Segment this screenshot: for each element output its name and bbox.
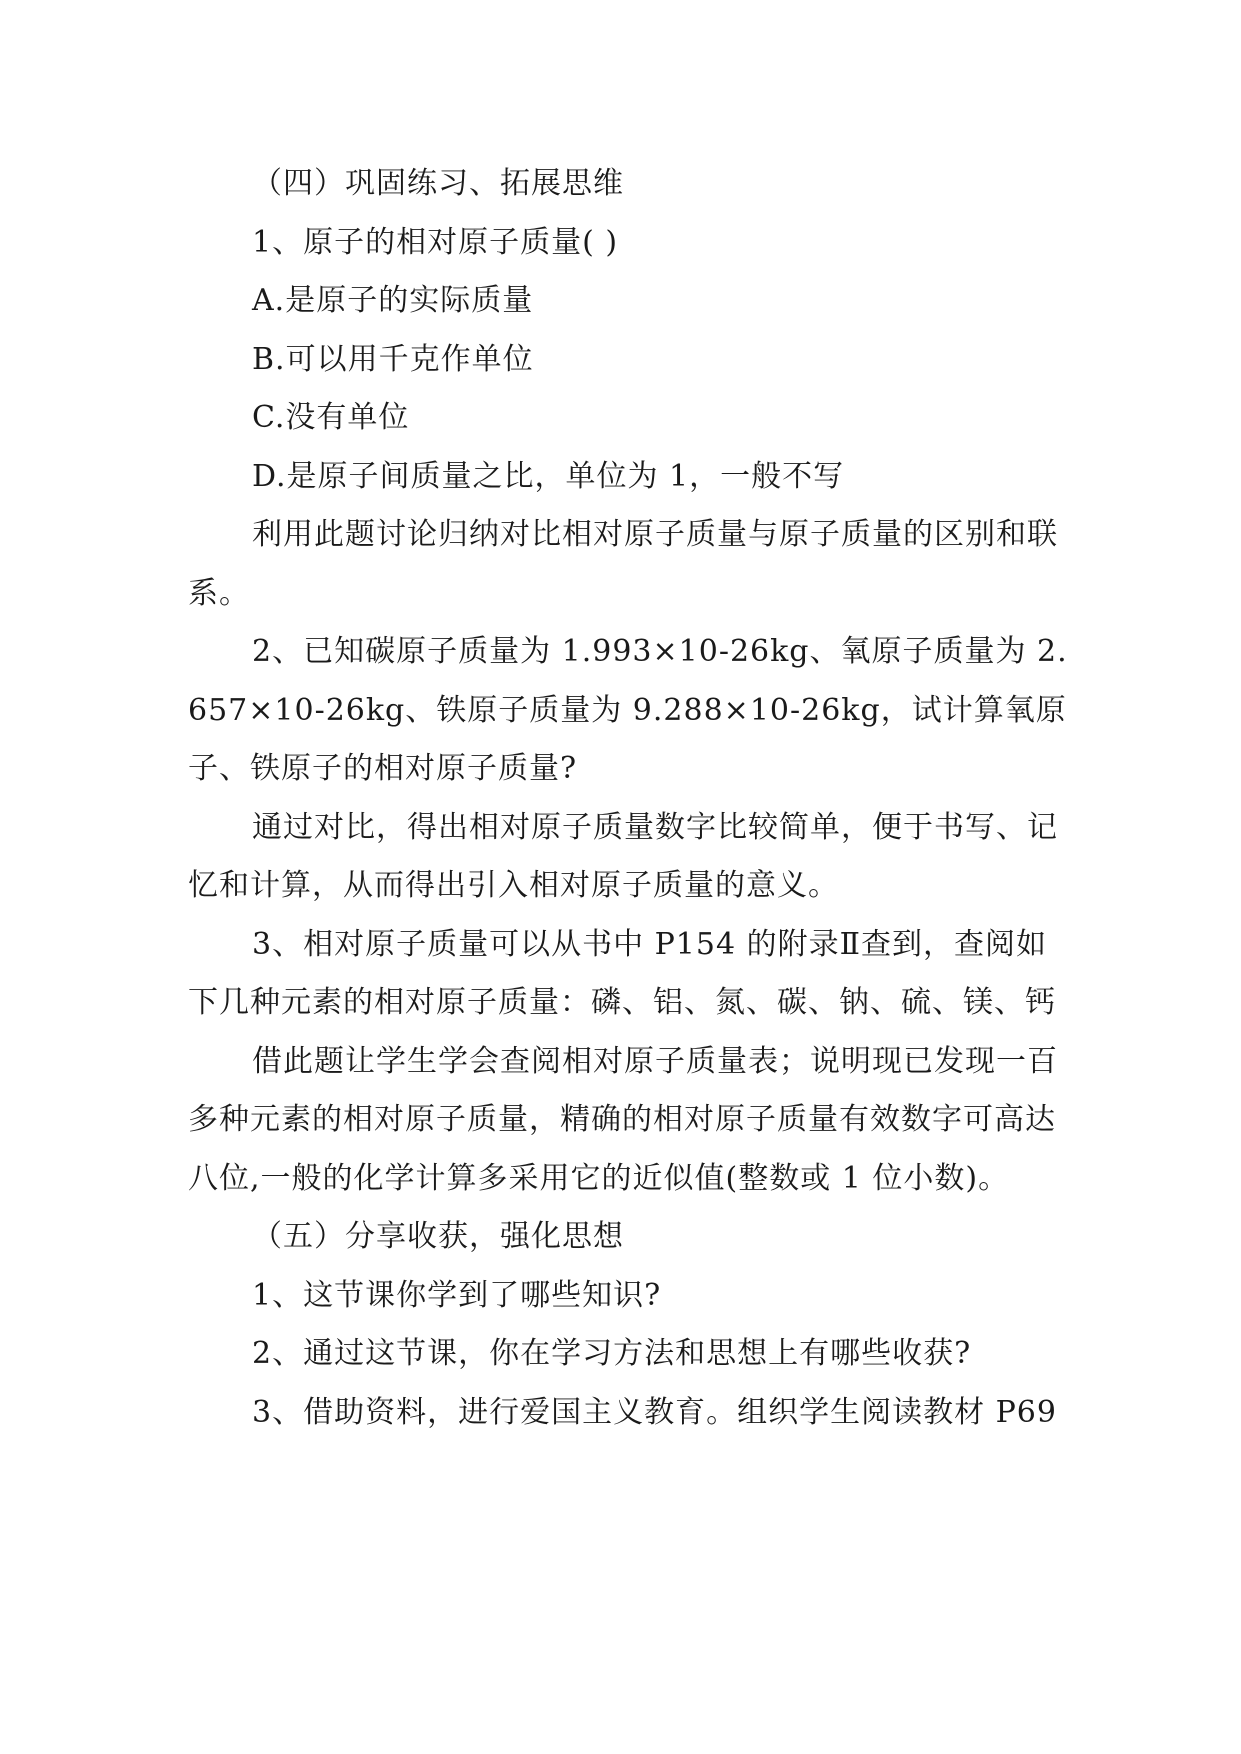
question-1-note: 利用此题讨论归纳对比相对原子质量与原子质量的区别和联系。 bbox=[188, 517, 1058, 611]
question-1: 1、原子的相对原子质量( ) bbox=[252, 224, 619, 260]
document-body bbox=[188, 155, 1068, 1442]
share-item-2: 2、通过这节课，你在学习方法和思想上有哪些收获? bbox=[252, 1336, 972, 1371]
section-heading-consolidation: （四）巩固练习、拓展思维 bbox=[252, 166, 624, 201]
share-item-3: 3、借助资料，进行爱国主义教育。组织学生阅读教材 P69 bbox=[252, 1394, 1057, 1430]
question-2: 2、已知碳原子质量为 1.993×10-26kg、氧原子质量为 2.657×10-26kg、铁原子质量为 9.288×10-26kg，试计算氧原子、铁原子的相对原子质量? bbox=[188, 634, 1068, 786]
share-item-1: 1、这节课你学到了哪些知识? bbox=[252, 1277, 662, 1313]
option-a: A.是原子的实际质量 bbox=[252, 283, 534, 318]
option-d: D.是原子间质量之比，单位为 1，一般不写 bbox=[252, 458, 845, 494]
option-b: B.可以用千克作单位 bbox=[252, 341, 534, 377]
question-3-note: 借此题让学生学会查阅相对原子质量表；说明现已发现一百多种元素的相对原子质量，精确的相对原子质量有效数字可高达八位,一般的化学计算多采用它的近似值(整数或 1 位小数)。 bbox=[188, 1043, 1058, 1196]
question-2-note: 通过对比，得出相对原子质量数字比较简单，便于书写、记忆和计算，从而得出引入相对原子质量的意义。 bbox=[188, 809, 1058, 903]
question-3: 3、相对原子质量可以从书中 P154 的附录Ⅱ查到，查阅如下几种元素的相对原子质量：磷、铝、氮、碳、钠、硫、镁、钙 bbox=[188, 926, 1056, 1020]
option-c: C.没有单位 bbox=[252, 400, 410, 435]
section-heading-share: （五）分享收获，强化思想 bbox=[252, 1219, 624, 1254]
